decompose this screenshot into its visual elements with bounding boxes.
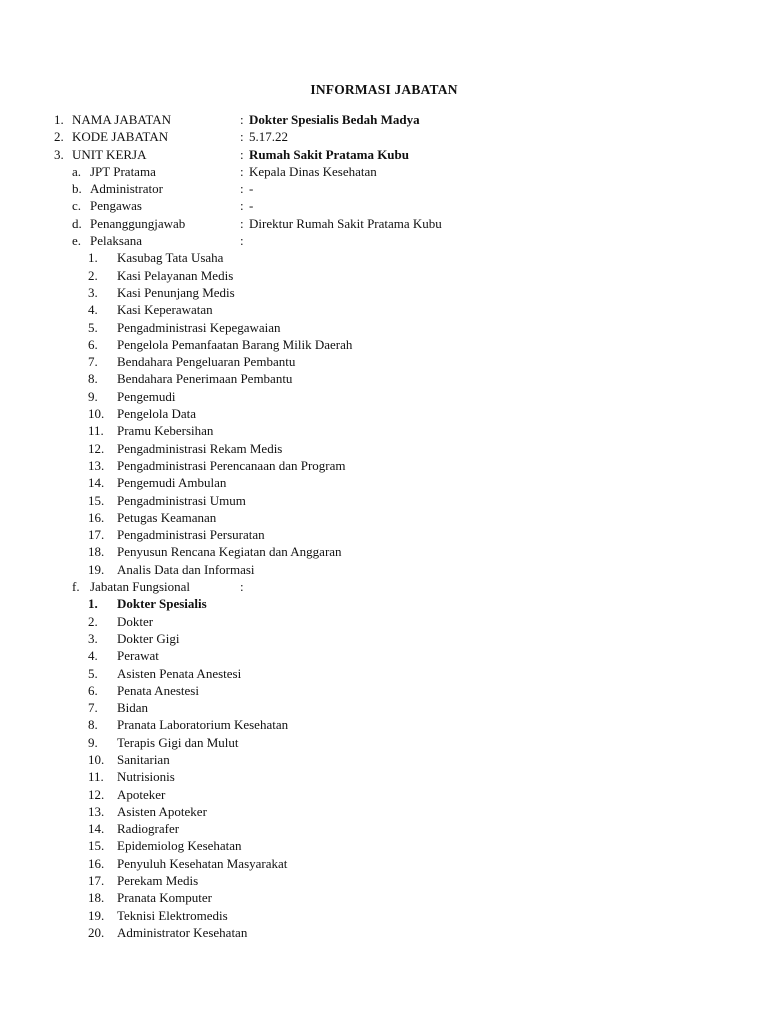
- list-item-label: Pengadministrasi Persuratan: [117, 527, 265, 543]
- list-item-number: 12.: [88, 786, 105, 802]
- field-value: Kepala Dinas Kesehatan: [249, 163, 377, 179]
- list-item-number: 11.: [88, 769, 104, 785]
- field-colon: :: [240, 112, 244, 127]
- list-item-label: Sanitarian: [117, 751, 170, 767]
- list-item-number: 1.: [88, 250, 98, 266]
- item-letter: b.: [72, 181, 82, 197]
- field-colon: :: [240, 146, 244, 162]
- list-item-label: Dokter Spesialis: [117, 596, 207, 612]
- field-colon: :: [240, 579, 244, 595]
- list-item: [0, 786, 768, 803]
- list-item-number: 20.: [88, 924, 105, 940]
- section-label: Jabatan Fungsional: [90, 579, 191, 595]
- list-item-label: Analis Data dan Informasi: [117, 561, 255, 577]
- list-item-label: Pengadministrasi Umum: [117, 492, 246, 508]
- list-item-label: Bidan: [117, 700, 149, 716]
- list-item-label: Terapis Gigi dan Mulut: [117, 734, 239, 750]
- item-letter: c.: [72, 198, 82, 214]
- list-item-number: 15.: [88, 838, 105, 854]
- field-administrator: [0, 180, 768, 197]
- list-item: [0, 422, 768, 439]
- list-item-number: 13.: [88, 457, 105, 473]
- list-item: [0, 889, 768, 906]
- list-item-label: Bendahara Penerimaan Pembantu: [117, 371, 293, 387]
- list-item: [0, 872, 768, 889]
- list-item: [0, 543, 768, 560]
- list-item-label: Kasubag Tata Usaha: [117, 250, 224, 266]
- pelaksana-list: [0, 249, 768, 578]
- list-item: [0, 249, 768, 266]
- field-value: Rumah Sakit Pratama Kubu: [249, 146, 409, 162]
- list-item: [0, 301, 768, 318]
- field-colon: :: [240, 129, 244, 145]
- list-item-label: Pengadministrasi Kepegawaian: [117, 319, 281, 335]
- list-item-number: 15.: [88, 492, 105, 508]
- list-item-label: Dokter: [117, 613, 154, 629]
- field-value: 5.17.22: [249, 129, 288, 145]
- list-item: [0, 613, 768, 630]
- field-value: -: [249, 181, 254, 197]
- list-item-number: 10.: [88, 406, 105, 422]
- list-item-label: Dokter Gigi: [117, 630, 180, 646]
- list-item: [0, 837, 768, 854]
- item-letter: a.: [72, 163, 82, 179]
- list-item: [0, 457, 768, 474]
- list-item-number: 17.: [88, 873, 105, 889]
- list-item-label: Penata Anestesi: [117, 682, 199, 698]
- list-item: [0, 336, 768, 353]
- list-item: [0, 682, 768, 699]
- list-item-number: 3.: [88, 630, 98, 646]
- list-item: [0, 526, 768, 543]
- list-item-number: 2.: [88, 267, 98, 283]
- list-item: [0, 768, 768, 785]
- list-item: [0, 665, 768, 682]
- list-item-label: Apoteker: [117, 786, 166, 802]
- list-item-label: Kasi Keperawatan: [117, 302, 213, 318]
- list-item: [0, 647, 768, 664]
- list-item-number: 14.: [88, 821, 105, 837]
- list-item: [0, 630, 768, 647]
- list-item-number: 11.: [88, 423, 104, 439]
- list-item-number: 9.: [88, 734, 98, 750]
- list-item-label: Epidemiolog Kesehatan: [117, 838, 242, 854]
- field-label: JPT Pratama: [90, 163, 156, 179]
- list-item-label: Bendahara Pengeluaran Pembantu: [117, 354, 296, 370]
- list-item: [0, 699, 768, 716]
- list-item-number: 3.: [88, 284, 98, 300]
- list-item-number: 18.: [88, 890, 105, 906]
- field-nama-jabatan: [0, 111, 768, 128]
- list-item-label: Pengadministrasi Perencanaan dan Program: [117, 457, 346, 473]
- section-label: Pelaksana: [90, 233, 142, 249]
- job-info-list: [0, 111, 768, 941]
- item-letter: e.: [72, 233, 82, 249]
- field-label: KODE JABATAN: [72, 129, 169, 145]
- section-jabatan-fungsional: [0, 578, 768, 595]
- field-pengawas: [0, 197, 768, 214]
- list-item-label: Asisten Apoteker: [117, 803, 207, 819]
- field-label: UNIT KERJA: [72, 146, 147, 162]
- field-colon: :: [240, 233, 244, 249]
- list-item-number: 12.: [88, 440, 105, 456]
- list-item: [0, 319, 768, 336]
- list-item-number: 14.: [88, 475, 105, 491]
- item-number: 1.: [54, 112, 64, 127]
- list-item-label: Perekam Medis: [117, 873, 199, 889]
- list-item-label: Pengelola Data: [117, 406, 197, 422]
- list-item-label: Teknisi Elektromedis: [117, 907, 228, 923]
- field-colon: :: [240, 215, 244, 231]
- list-item: [0, 492, 768, 509]
- list-item-label: Kasi Penunjang Medis: [117, 284, 235, 300]
- list-item-number: 1.: [88, 596, 98, 612]
- field-label: Pengawas: [90, 198, 142, 214]
- field-colon: :: [240, 181, 244, 197]
- list-item-label: Pramu Kebersihan: [117, 423, 214, 439]
- list-item-number: 16.: [88, 509, 105, 525]
- list-item-number: 16.: [88, 855, 105, 871]
- list-item-label: Petugas Keamanan: [117, 509, 217, 525]
- list-item: [0, 440, 768, 457]
- list-item-number: 7.: [88, 700, 98, 716]
- list-item: [0, 734, 768, 751]
- list-item-number: 6.: [88, 682, 98, 698]
- field-colon: :: [240, 198, 244, 214]
- list-item: [0, 595, 768, 612]
- field-value: Dokter Spesialis Bedah Madya: [249, 112, 420, 127]
- item-letter: f.: [72, 579, 80, 595]
- list-item-number: 7.: [88, 354, 98, 370]
- list-item-number: 2.: [88, 613, 98, 629]
- list-item: [0, 509, 768, 526]
- page-title: INFORMASI JABATAN: [310, 82, 458, 97]
- list-item-label: Pengadministrasi Rekam Medis: [117, 440, 283, 456]
- list-item-number: 17.: [88, 527, 105, 543]
- list-item-number: 8.: [88, 717, 98, 733]
- list-item-label: Pengemudi Ambulan: [117, 475, 227, 491]
- list-item: [0, 267, 768, 284]
- list-item-label: Pengemudi: [117, 388, 176, 404]
- list-item-number: 10.: [88, 751, 105, 767]
- field-label: Administrator: [90, 181, 163, 197]
- list-item-number: 19.: [88, 907, 105, 923]
- list-item: [0, 474, 768, 491]
- field-kode-jabatan: [0, 128, 768, 145]
- list-item: [0, 820, 768, 837]
- list-item-label: Pranata Laboratorium Kesehatan: [117, 717, 289, 733]
- list-item-number: 9.: [88, 388, 98, 404]
- list-item: [0, 284, 768, 301]
- field-value: -: [249, 198, 254, 214]
- list-item-number: 19.: [88, 561, 105, 577]
- list-item: [0, 855, 768, 872]
- list-item-number: 8.: [88, 371, 98, 387]
- list-item: [0, 561, 768, 578]
- list-item-label: Kasi Pelayanan Medis: [117, 267, 234, 283]
- field-penanggungjawab: [0, 215, 768, 232]
- list-item: [0, 924, 768, 941]
- item-letter: d.: [72, 215, 82, 231]
- list-item-label: Pranata Komputer: [117, 890, 212, 906]
- list-item: [0, 370, 768, 387]
- list-item: [0, 751, 768, 768]
- list-item: [0, 405, 768, 422]
- list-item-label: Radiografer: [117, 821, 180, 837]
- list-item-number: 5.: [88, 665, 98, 681]
- list-item-number: 6.: [88, 336, 98, 352]
- list-item-label: Perawat: [117, 648, 159, 664]
- list-item-number: 4.: [88, 648, 98, 664]
- list-item-label: Penyuluh Kesehatan Masyarakat: [117, 855, 288, 871]
- list-item-number: 4.: [88, 302, 98, 318]
- field-label: NAMA JABATAN: [72, 112, 171, 127]
- list-item: [0, 907, 768, 924]
- field-unit-kerja: [0, 146, 768, 163]
- list-item: [0, 803, 768, 820]
- list-item-number: 13.: [88, 803, 105, 819]
- list-item-label: Administrator Kesehatan: [117, 924, 248, 940]
- list-item: [0, 716, 768, 733]
- item-number: 2.: [54, 129, 64, 145]
- list-item-number: 5.: [88, 319, 98, 335]
- field-value: Direktur Rumah Sakit Pratama Kubu: [249, 215, 442, 231]
- field-label: Penanggungjawab: [90, 215, 186, 231]
- section-pelaksana: [0, 232, 768, 249]
- item-number: 3.: [54, 146, 64, 162]
- list-item-label: Pengelola Pemanfaatan Barang Milik Daerah: [117, 336, 353, 352]
- list-item-label: Nutrisionis: [117, 769, 175, 785]
- list-item-label: Penyusun Rencana Kegiatan dan Anggaran: [117, 544, 342, 560]
- field-colon: :: [240, 163, 244, 179]
- list-item: [0, 388, 768, 405]
- fungsional-list: [0, 595, 768, 941]
- list-item: [0, 353, 768, 370]
- field-jpt-pratama: [0, 163, 768, 180]
- list-item-label: Asisten Penata Anestesi: [117, 665, 242, 681]
- list-item-number: 18.: [88, 544, 105, 560]
